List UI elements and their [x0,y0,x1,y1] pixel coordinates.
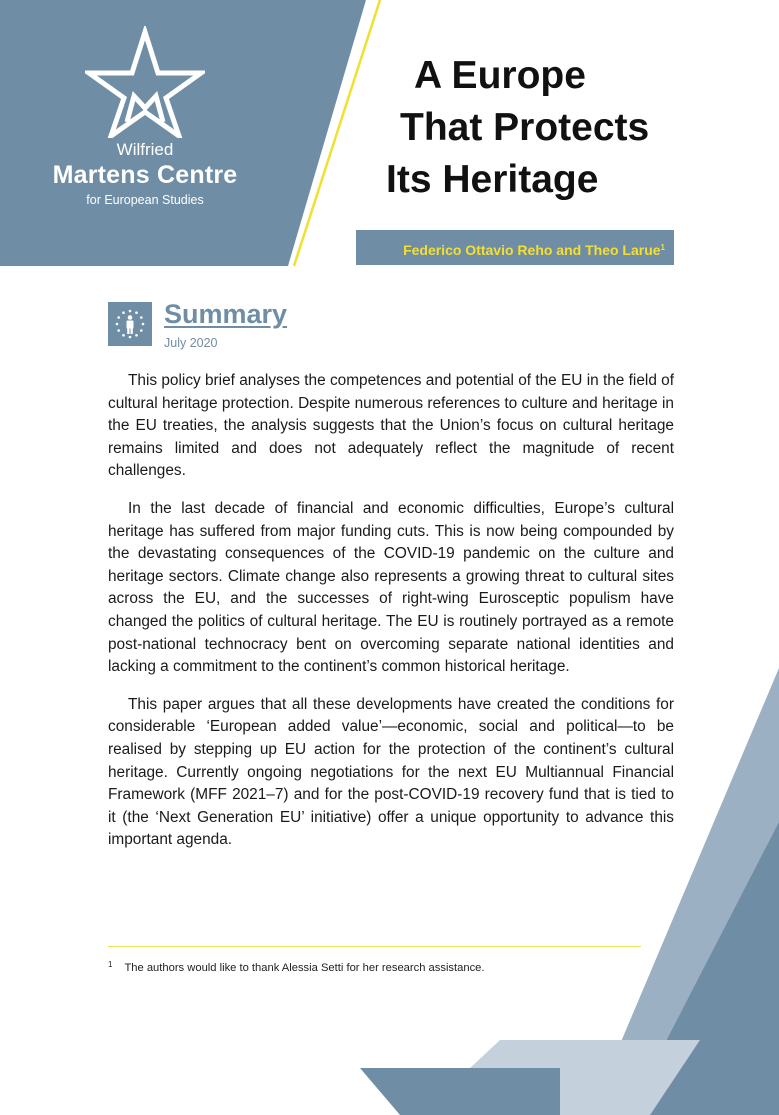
authors-names: Federico Ottavio Reho and Theo Larue [403,242,661,258]
footnote-divider [108,946,641,947]
summary-paragraph-3: This paper argues that all these developments have created the conditions for considerable ‘European added value’—economic, social and political—to be realised by stepping up EU action for the protection of the continent’s cultural heritage. Currently ongoing negotiations for the next EU Multiannual Financial Framework (MFF 2021–7) and for the post-COVID-19 recovery fund that is tied to it (the ‘Next Generation EU’ initiative) offer a unique opportunity to advance this important agenda. [108,695,674,849]
logo-text-martens-centre: Martens Centre [52,161,238,189]
summary-paragraph-1: This policy brief analyses the competences and potential of the EU in the field of cultural heritage protection. Despite numerous references to culture and heritage in the EU treaties, the analysis suggests that the Union’s focus on cultural heritage remains limited and does not adequately reflect the magnitude of recent challenges. [108,372,674,480]
authors-bar [356,230,674,265]
summary-date: July 2020 [164,336,218,350]
footnote [108,960,485,974]
logo-text-wilfried: Wilfried [116,140,174,159]
summary-body [108,370,674,867]
document-title [386,50,716,206]
title-line-2: That Protects [400,106,650,149]
footnote-number: 1 [108,960,113,969]
summary-heading: Summary [164,299,288,329]
bottom-dark-band-left [360,1068,560,1115]
star-m-icon [85,26,205,138]
summary-paragraph-2: In the last decade of financial and economic difficulties, Europe’s cultural heritage has suffered from major funding cuts. This is now being compounded by the devastating consequences of the COVID-19 pandemic on the culture and heritage sectors. Climate change also represents a growing threat to cultural sites across the EU, and the successes of right-wing Eurosceptic populism have changed the politics of cultural heritage. The EU is routinely portrayed as a remote post-national technocracy bent on overcoming separate national identities and lacking a commitment to the continent’s common historical heritage. [108,499,674,676]
footnote-text: The authors would like to thank Alessia Setti for her research assistance. [124,962,485,974]
title-line-3: Its Heritage [386,158,599,201]
authors-footnote-mark: 1 [660,243,665,252]
martens-centre-logo [0,26,290,207]
logo-text-subtitle: for European Studies [86,193,204,207]
title-line-1: A Europe [414,54,586,97]
person-in-stars-icon [108,302,152,346]
